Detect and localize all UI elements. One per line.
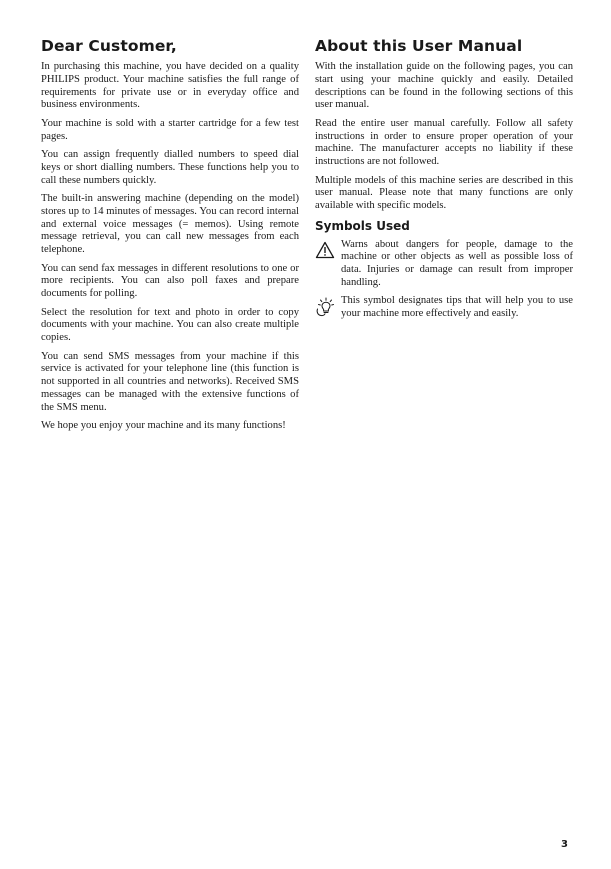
intro-paragraph-7: You can send SMS messages from your machine if this service is activated for your telephone line (this function is not supported in all countries and networks). Received SMS messages can be managed with the extensive functions of the SMS menu. (41, 350, 299, 413)
intro-paragraph-2: Your machine is sold with a starter cartridge for a few test pages. (41, 117, 299, 142)
about-manual-heading: About this User Manual (315, 37, 523, 55)
dear-customer-heading: Dear Customer, (41, 37, 177, 55)
symbols-used-heading: Symbols Used (315, 218, 410, 233)
about-paragraph-1: With the installation guide on the following pages, you can start using your machine quickly and easily. Detailed descriptions can be found in the following sections of this user manual. (315, 61, 573, 111)
about-paragraph-3: Multiple models of this machine series are described in this user manual. Please note that many functions are only available with specific models. (315, 174, 573, 212)
right-column (315, 37, 573, 328)
warning-triangle-icon (315, 241, 335, 264)
page-number: 3 (561, 839, 568, 850)
lightbulb-tip-icon (315, 297, 335, 322)
symbol-tip-row (315, 295, 573, 322)
intro-paragraph-4: The built-in answering machine (depending on the model) stores up to 14 minutes of messages. You can record internal and external voice messages (= memos). Using remote message retrieval, you can call new messages from each telephone. (41, 192, 299, 256)
intro-paragraph-8: We hope you enjoy your machine and its many functions! (41, 420, 286, 432)
intro-paragraph-6: Select the resolution for text and photo in order to copy documents with your machine. You can also create multiple copies. (41, 306, 299, 344)
intro-paragraph-5: You can send fax messages in different resolutions to one or more recipients. You can also poll faxes and prepare documents for polling. (41, 262, 299, 300)
symbol-warning-text: Warns about dangers for people, damage to the machine or other objects as well as possible loss of data. Injuries or damage can result from improper handling. (341, 238, 573, 288)
intro-paragraph-3: You can assign frequently dialled numbers to speed dial keys or short dialling numbers. These functions help you to call these numbers quickly. (41, 148, 299, 186)
intro-paragraph-1: In purchasing this machine, you have decided on a quality PHILIPS product. Your machine satisfies the full range of requirements for private use or in everyday office and business environments. (41, 61, 299, 111)
symbol-warning-row (315, 239, 573, 290)
left-column (41, 37, 299, 438)
symbol-tip-text: This symbol designates tips that will help you to use your machine more effectively and easily. (341, 295, 573, 320)
about-paragraph-2: Read the entire user manual carefully. Follow all safety instructions in order to ensure proper operation of your machine. The manufacturer accepts no liability if these instructions are not followed. (315, 117, 573, 168)
